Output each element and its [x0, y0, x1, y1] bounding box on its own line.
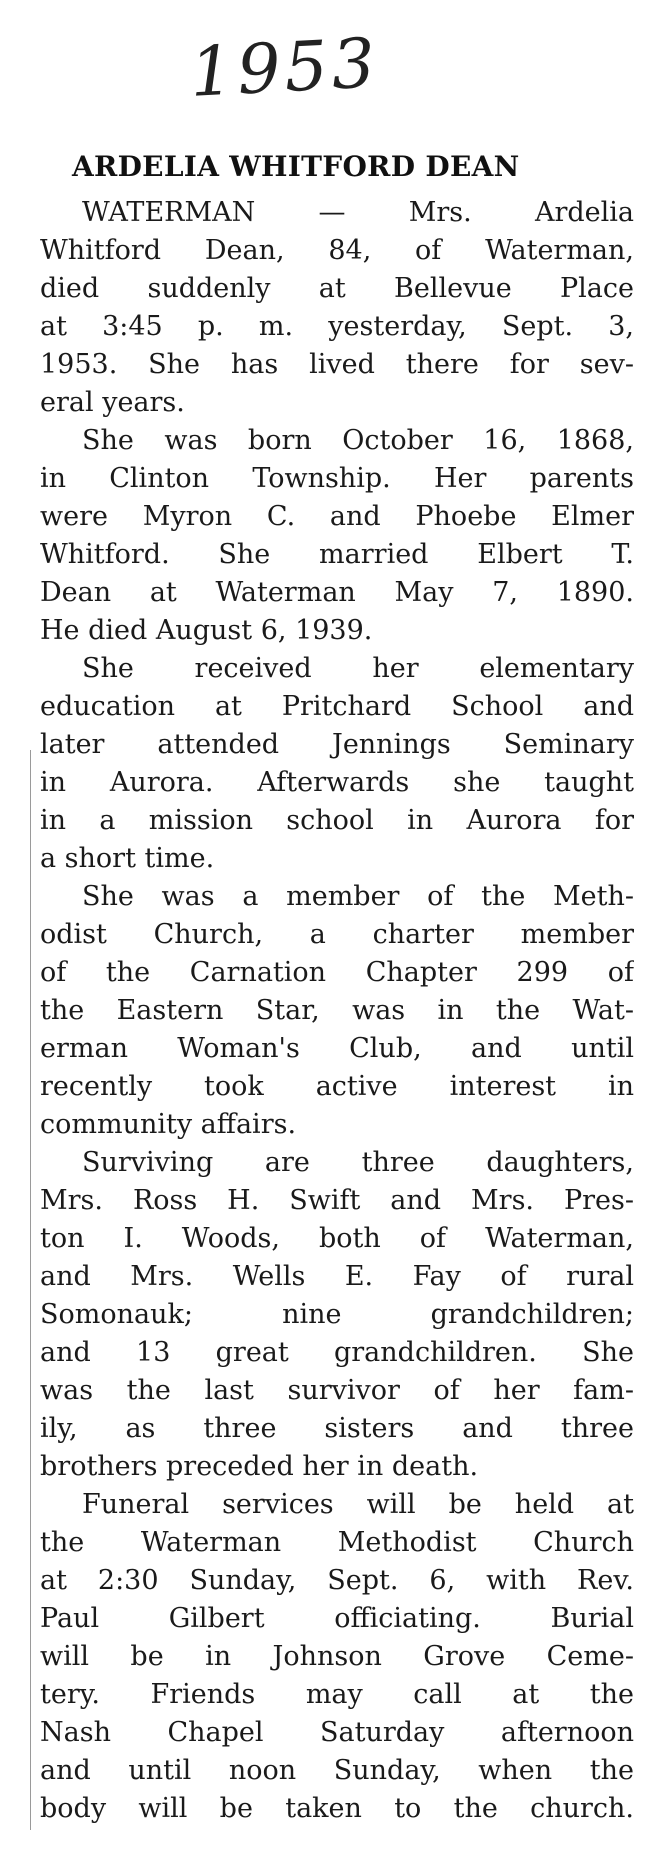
text-line: of the Carnation Chapter 299 of [40, 957, 634, 988]
text-line: WATERMAN — Mrs. Ardelia [82, 197, 634, 228]
text-line: the Eastern Star, was in the Wat- [40, 995, 634, 1026]
text-line: later attended Jennings Seminary [40, 729, 634, 760]
text-line: She was a member of the Meth- [82, 881, 634, 912]
text-line: and Mrs. Wells E. Fay of rural [40, 1261, 634, 1292]
text-line: a short time. [40, 843, 215, 874]
text-line: Funeral services will be held at [82, 1489, 634, 1520]
text-line: odist Church, a charter member [40, 919, 634, 950]
handwritten-year-note: 1953 [188, 24, 381, 113]
text-line: Whitford. She married Elbert T. [40, 539, 634, 570]
text-line: Somonauk; nine grandchildren; [40, 1299, 634, 1330]
text-line: were Myron C. and Phoebe Elmer [40, 501, 634, 532]
text-line: ily, as three sisters and three [40, 1413, 634, 1444]
text-line: She received her elementary [82, 653, 634, 684]
text-line: and until noon Sunday, when the [40, 1755, 634, 1786]
text-line: He died August 6, 1939. [40, 615, 373, 646]
text-line: She was born October 16, 1868, [82, 425, 634, 456]
text-line: the Waterman Methodist Church [40, 1527, 634, 1558]
text-line: was the last survivor of her fam- [40, 1375, 634, 1406]
text-line: education at Pritchard School and [40, 691, 634, 722]
text-line: will be in Johnson Grove Ceme- [40, 1641, 634, 1672]
text-line: died suddenly at Bellevue Place [40, 273, 634, 304]
column-margin-rule [30, 750, 31, 1830]
text-line: erman Woman's Club, and until [40, 1033, 634, 1064]
text-line: recently took active interest in [40, 1071, 634, 1102]
text-line: in Clinton Township. Her parents [40, 463, 634, 494]
text-line: Paul Gilbert officiating. Burial [40, 1603, 634, 1634]
text-line: tery. Friends may call at the [40, 1679, 634, 1710]
text-line: eral years. [40, 387, 185, 418]
text-line: Nash Chapel Saturday afternoon [40, 1717, 634, 1748]
text-line: brothers preceded her in death. [40, 1451, 479, 1482]
text-line: Whitford Dean, 84, of Waterman, [40, 235, 634, 266]
text-line: Surviving are three daughters, [82, 1147, 634, 1178]
text-line: community affairs. [40, 1109, 297, 1140]
text-line: Mrs. Ross H. Swift and Mrs. Pres- [40, 1185, 634, 1216]
text-line: at 2:30 Sunday, Sept. 6, with Rev. [40, 1565, 634, 1596]
text-line: in a mission school in Aurora for [40, 805, 634, 836]
text-line: ton I. Woods, both of Waterman, [40, 1223, 634, 1254]
text-line: 1953. She has lived there for sev- [40, 349, 634, 380]
text-line: body will be taken to the church. [40, 1793, 634, 1824]
text-line: and 13 great grandchildren. She [40, 1337, 634, 1368]
obituary-body [40, 194, 634, 1828]
text-line: at 3:45 p. m. yesterday, Sept. 3, [40, 311, 634, 342]
text-line: in Aurora. Afterwards she taught [40, 767, 634, 798]
text-line: Dean at Waterman May 7, 1890. [40, 577, 634, 608]
obituary-headline: ARDELIA WHITFORD DEAN [72, 150, 520, 183]
